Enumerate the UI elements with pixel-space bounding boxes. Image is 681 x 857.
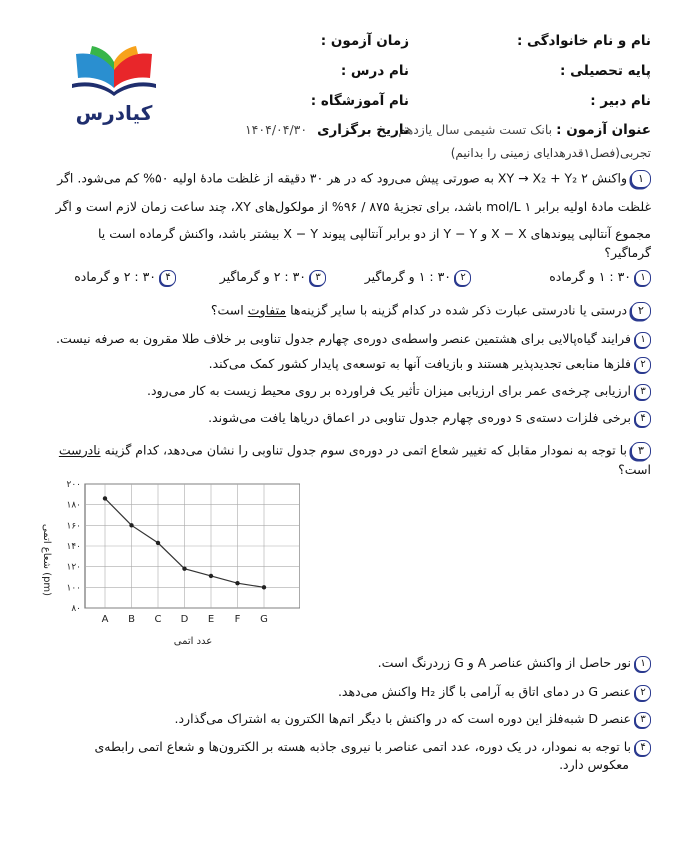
- q3-stem-underlined: نادرست: [58, 442, 101, 458]
- chart-xlabel: عدد اتمی: [173, 636, 213, 647]
- atomic-radius-chart: [30, 472, 300, 650]
- exam-title-label: عنوان آزمون :: [556, 122, 651, 138]
- q2-option-1-num: ۱: [635, 332, 651, 348]
- chart-xtick-label: C: [154, 614, 162, 625]
- q2-option-3[interactable]: [147, 383, 651, 400]
- exam-date-label: تاریخ برگزاری: [317, 122, 409, 138]
- chart-point-D: [182, 567, 186, 571]
- q2-option-2[interactable]: [209, 356, 651, 373]
- q2-stem-b: است؟: [210, 302, 244, 318]
- q1-option-2[interactable]: [365, 269, 471, 286]
- grade-label: پایه تحصیلی :: [560, 63, 651, 79]
- chart-xtick-label: G: [260, 614, 268, 625]
- q1-line3: مجموع آنتالپی پیوندهای X − X و Y − Y از دو برابر آنتالپی پیوند X − Y بیشتر باشد، واکنش گرماده است یا: [97, 226, 651, 241]
- chart-xtick-label: B: [128, 614, 135, 625]
- q2-number: ۲: [631, 302, 651, 320]
- chart-point-F: [235, 581, 239, 585]
- q1-option-3-num: ۳: [310, 270, 326, 286]
- q3-number: ۳: [631, 442, 651, 460]
- exam-title: [398, 122, 651, 138]
- logo: [66, 40, 162, 130]
- q3-stem-end: است؟: [618, 462, 651, 477]
- q2-stem: [211, 302, 651, 320]
- q2-stem-a: درستی یا نادرستی عبارت ذکر شده در کدام گزینه با سایر گزینه‌ها: [290, 302, 628, 318]
- exam-subtitle: تجربی(فصل۱قدرهدایای زمینی را بدانیم): [450, 146, 651, 160]
- chart-xtick-label: F: [234, 614, 241, 625]
- q3-option-3[interactable]: [175, 711, 651, 728]
- q3-stem-a: با توجه به نمودار مقابل که تغییر شعاع اتمی در دوره‌ی سوم جدول تناوبی را نشان می‌دهد، کدام گزینه: [104, 442, 628, 458]
- q1-option-1[interactable]: [549, 269, 651, 286]
- chart-ylabel: شعاع اتمی (pm): [41, 523, 52, 597]
- q1-line2: غلظت مادهٔ اولیه برابر mol/L ۱ باشد، برای تجزیهٔ ۸۷۵ / ۹۶% از مولکول‌های XY، چند ساعت زمان لازم است و اگر: [55, 199, 651, 214]
- logo-text: کیادرس: [75, 101, 153, 125]
- q3-option-2-num: ۲: [635, 685, 651, 701]
- q3-option-1[interactable]: [378, 655, 651, 672]
- q2-option-2-num: ۲: [635, 357, 651, 373]
- chart-xtick-label: A: [101, 614, 109, 625]
- chart-ytick-label: ۱۲۰: [66, 562, 81, 573]
- q3-option-2-text: عنصر G در دمای اتاق به آرامی با گاز H₂ واکنش می‌دهد.: [337, 684, 632, 699]
- q2-option-3-text: ارزیابی چرخه‌ی عمر برای ارزیابی میزان تأثیر یک فراورده بر روی محیط زیست به کار می‌رود.: [146, 383, 632, 398]
- q3-option-4[interactable]: [94, 739, 651, 756]
- q2-option-4-num: ۴: [635, 411, 651, 427]
- school-label: نام آموزشگاه :: [310, 93, 409, 109]
- chart-xtick-label: E: [207, 614, 215, 625]
- chart-xtick-label: D: [180, 614, 189, 625]
- chart-ytick-label: ۱۰۰: [66, 583, 81, 594]
- q1-option-2-num: ۲: [455, 270, 471, 286]
- exam-time-label: زمان آزمون :: [320, 33, 409, 49]
- chart-point-C: [156, 541, 160, 545]
- q3-stem: [59, 442, 651, 460]
- chart-ytick-label: ۱۸۰: [66, 500, 81, 511]
- q2-option-4-text: برخی فلزات دسته‌ی s دوره‌ی چهارم جدول تناوبی در اعماق دریاها یافت می‌شوند.: [208, 410, 632, 425]
- chart-ytick-label: ۱۶۰: [66, 521, 81, 532]
- q3-option-4-num: ۴: [635, 740, 651, 756]
- q3-option-3-num: ۳: [635, 712, 651, 728]
- q1-option-3-text: ۳۰ : ۲ و گرماگیر: [219, 269, 307, 284]
- q1-line4: گرماگیر؟: [604, 245, 651, 260]
- q2-option-4[interactable]: [208, 410, 651, 427]
- q1-option-4-text: ۳۰ : ۲ و گرماده: [74, 269, 157, 284]
- q3-option-4-cont: معکوس دارد.: [559, 757, 629, 772]
- q1-option-3[interactable]: [220, 269, 326, 286]
- chart-point-G: [262, 585, 266, 589]
- lesson-label: نام درس :: [340, 63, 409, 79]
- q2-option-1-text: فرایند گیاه‌پالایی برای هشتمین عنصر واسطه‌ی دوره‌ی چهارم جدول تناوبی بر خلاف طلا مقرون به صرفه نیست.: [56, 331, 632, 346]
- chart-ytick-label: ۲۰۰: [66, 480, 81, 490]
- chart-ytick-label: ۸۰: [71, 604, 81, 614]
- chart-point-E: [209, 574, 213, 578]
- exam-title-value: بانک تست شیمی سال یازدهم: [398, 122, 553, 137]
- q3-option-1-num: ۱: [635, 656, 651, 672]
- book-logo-icon: [66, 40, 162, 100]
- q3-option-1-text: نور حاصل از واکنش عناصر A و G زردرنگ است.: [377, 655, 632, 670]
- q2-stem-underlined: متفاوت: [247, 302, 287, 318]
- student-name-label: نام و نام خانوادگی :: [516, 33, 651, 49]
- q1-line1-text: واکنش XY → X₂ + Y₂ ۲ به صورتی پیش می‌رود که در هر ۳۰ دقیقه از غلظت مادهٔ اولیه ۵۰% کم می‌شود. اگر: [57, 170, 628, 186]
- exam-date-value: ۱۴۰۴/۰۴/۳۰: [244, 122, 308, 137]
- exam-date: [245, 122, 409, 138]
- q1-option-1-num: ۱: [635, 270, 651, 286]
- q1-option-4[interactable]: [74, 269, 176, 286]
- q1-option-2-text: ۳۰ : ۱ و گرماگیر: [364, 269, 452, 284]
- q2-option-3-num: ۳: [635, 384, 651, 400]
- q1-option-1-text: ۳۰ : ۱ و گرماده: [549, 269, 632, 284]
- q1-option-4-num: ۴: [160, 270, 176, 286]
- q1-number: ۱: [631, 170, 651, 188]
- chart-point-B: [129, 523, 133, 527]
- teacher-label: نام دبیر :: [590, 93, 651, 109]
- q1-line1: [57, 170, 651, 188]
- q3-option-4-text: با توجه به نمودار، در یک دوره، عدد اتمی عناصر با نیروی جاذبه هسته بر الکترون‌ها و شعاع اتمی رابطه‌ی: [94, 739, 632, 754]
- q2-option-1[interactable]: [56, 331, 651, 348]
- q3-option-2[interactable]: [338, 684, 651, 701]
- chart-point-A: [103, 496, 107, 500]
- q2-option-2-text: فلزها منابعی تجدیدپذیر هستند و بازیافت آنها به توسعه‌ی پایدار کشور کمک می‌کند.: [208, 356, 632, 371]
- q3-option-3-text: عنصر D شبه‌فلز این دوره است که در واکنش با دیگر اتم‌ها الکترون به اشتراک می‌گذارد.: [174, 711, 632, 726]
- chart-ytick-label: ۱۴۰: [66, 542, 81, 552]
